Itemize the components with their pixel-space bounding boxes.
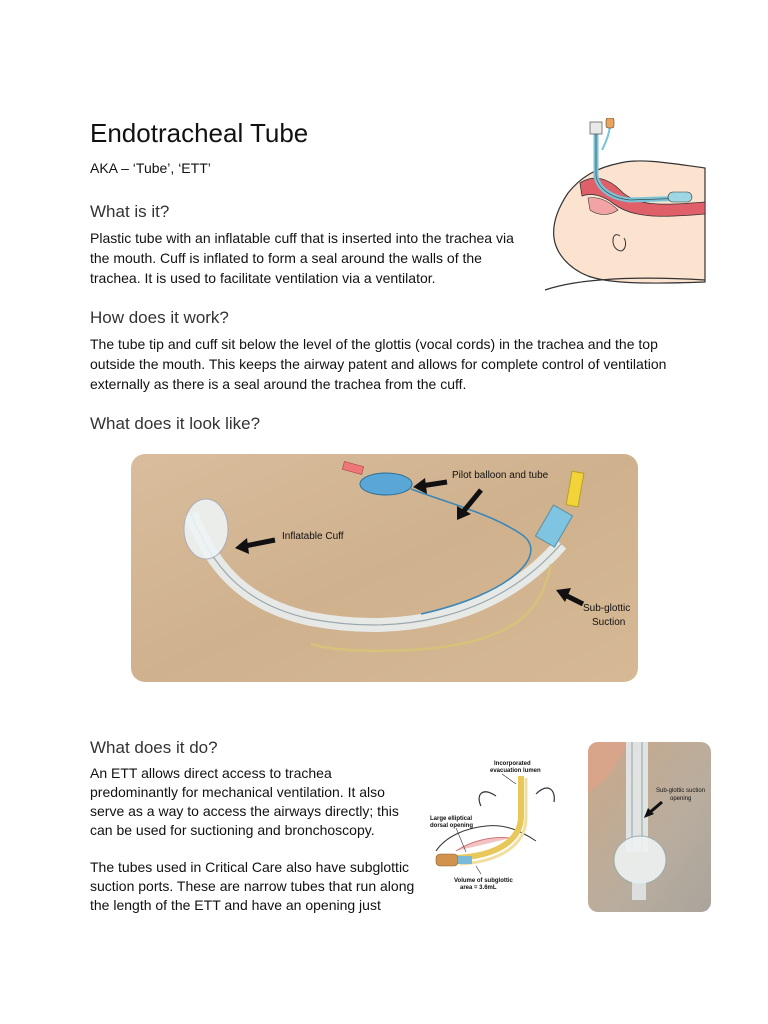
text-line: serve as a way to access the airways directly; this bbox=[90, 803, 399, 819]
label-dorsal-1: Large elliptical bbox=[430, 816, 473, 822]
heading-how-does-it-work: How does it work? bbox=[90, 308, 229, 327]
heading-what-does-it-do: What does it do? bbox=[90, 738, 218, 757]
label-dorsal-2: dorsal opening bbox=[430, 823, 474, 829]
subglottic-diagram bbox=[426, 756, 566, 894]
text-line: Plastic tube with an inflatable cuff that is inserted into the trachea via bbox=[90, 230, 514, 246]
ett-photo bbox=[131, 454, 638, 682]
label-suction: Suction bbox=[592, 617, 626, 628]
heading-what-is-it: What is it? bbox=[90, 202, 170, 221]
page-title: Endotracheal Tube bbox=[90, 118, 309, 148]
heading-what-does-it-look-like: What does it look like? bbox=[90, 414, 261, 433]
text-line: predominantly for mechanical ventilation. It also bbox=[90, 784, 385, 800]
text-line: trachea. It is used to facilitate ventilation via a ventilator. bbox=[90, 270, 436, 286]
text-line: The tubes used in Critical Care also have subglottic bbox=[90, 859, 410, 875]
label-subglottic-suction: Sub-glottic suction bbox=[656, 788, 706, 794]
text-line: An ETT allows direct access to trachea bbox=[90, 765, 332, 781]
label-opening: opening bbox=[670, 796, 692, 802]
how-does-it-work-paragraph bbox=[90, 334, 690, 394]
ett-photo-drawing bbox=[131, 454, 638, 682]
what-is-it-paragraph bbox=[90, 228, 530, 288]
what-does-it-do-paragraph-2 bbox=[90, 858, 420, 915]
what-does-it-do-paragraph-1 bbox=[90, 764, 420, 840]
subglottic-photo-drawing bbox=[588, 742, 711, 912]
text-line: outside the mouth. This keeps the airway patent and allows for complete control of ventilation bbox=[90, 356, 667, 372]
intubation-illustration bbox=[540, 118, 710, 296]
text-line: suction ports. These are narrow tubes that run along bbox=[90, 878, 415, 894]
text-line: the mouth. Cuff is inflated to form a seal around the walls of the bbox=[90, 250, 482, 266]
label-volume-2: area = 3.6mL bbox=[460, 885, 497, 891]
label-inflatable-cuff: Inflatable Cuff bbox=[282, 531, 344, 542]
label-volume-1: Volume of subglottic bbox=[454, 878, 513, 884]
text-line: externally as there is a seal around the trachea from the cuff. bbox=[90, 376, 467, 392]
text-line: can be used for suctioning and bronchoscopy. bbox=[90, 822, 375, 838]
subglottic-photo bbox=[588, 742, 711, 912]
label-evacuation-1: Incorporated bbox=[494, 761, 531, 767]
aka-line: AKA – ‘Tube’, ‘ETT’ bbox=[90, 160, 211, 176]
label-evacuation-2: evacuation lumen bbox=[490, 768, 541, 774]
label-sub-glottic: Sub-glottic bbox=[583, 603, 631, 614]
text-line: the length of the ETT and have an opening just bbox=[90, 897, 381, 913]
text-line: The tube tip and cuff sit below the level of the glottis (vocal cords) in the trachea and the top bbox=[90, 336, 658, 352]
label-pilot-balloon: Pilot balloon and tube bbox=[452, 470, 549, 481]
